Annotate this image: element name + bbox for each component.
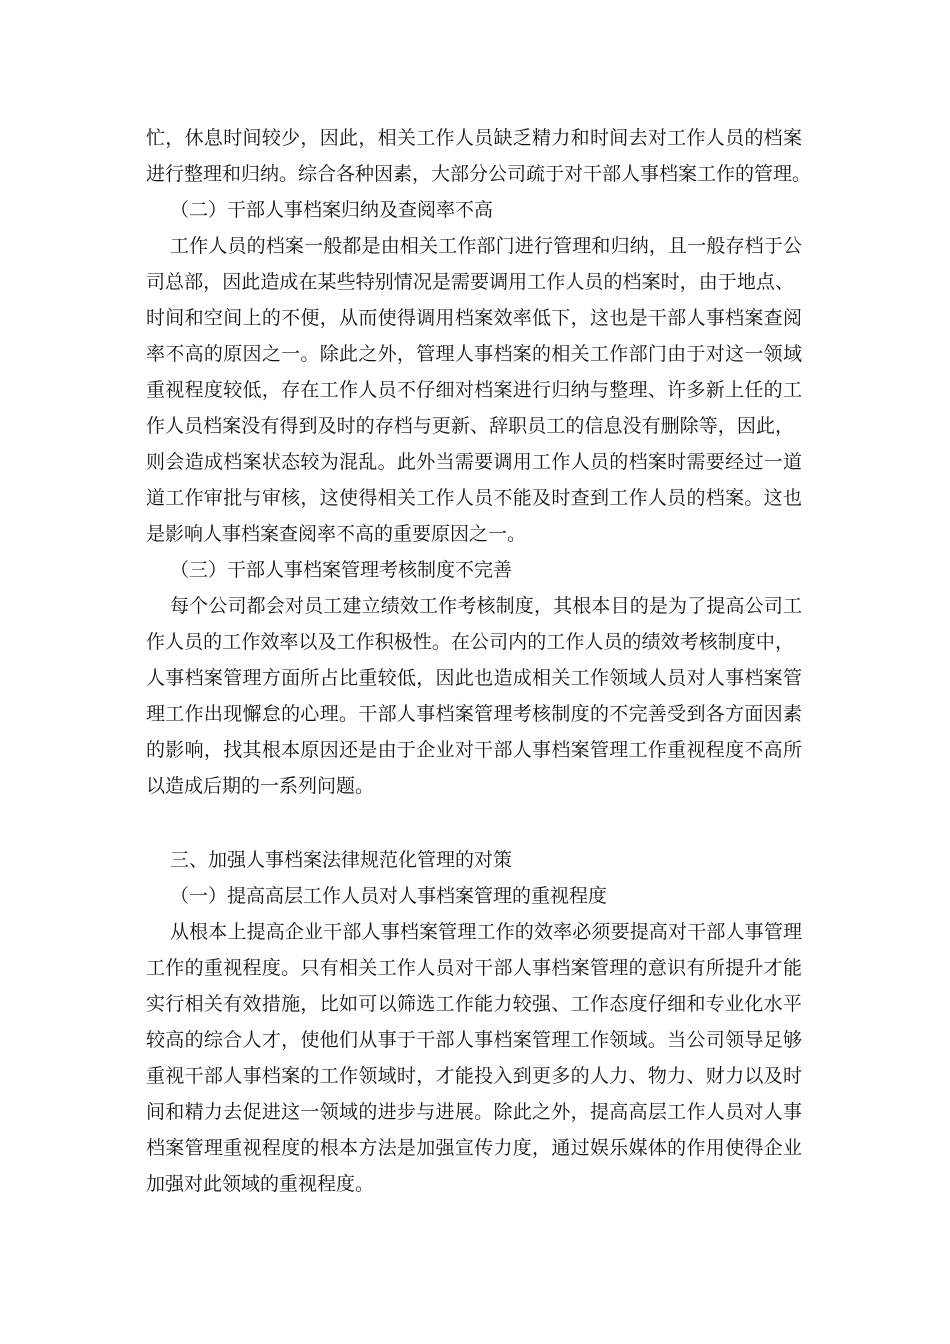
text-line: 忙，休息时间较少，因此，相关工作人员缺乏精力和时间去对工作人员的档案 [146,127,802,149]
text-line: 时间和空间上的不便，从而使得调用档案效率低下，这也是干部人事档案查阅 [146,307,802,329]
chapter-heading: 三、加强人事档案法律规范化管理的对策 [170,849,513,871]
section-heading: （三）干部人事档案管理考核制度不完善 [170,559,513,581]
text-line: 作人员档案没有得到及时的存档与更新、辞职员工的信息没有删除等，因此， [146,415,794,437]
text-line: 工作的重视程度。只有相关工作人员对干部人事档案管理的意识有所提升才能 [146,957,802,979]
section-heading: （一）提高高层工作人员对人事档案管理的重视程度 [170,885,608,907]
text-line: 档案管理重视程度的根本方法是加强宣传力度，通过娱乐媒体的作用使得企业 [146,1137,802,1159]
text-line: 人事档案管理方面所占比重较低，因此也造成相关工作领域人员对人事档案管 [146,667,802,689]
text-line: 较高的综合人才，使他们从事于干部人事档案管理工作领域。当公司领导足够 [146,1029,802,1051]
text-line: 每个公司都会对员工建立绩效工作考核制度，其根本目的是为了提高公司工 [170,595,802,617]
text-line: 工作人员的档案一般都是由相关工作部门进行管理和归纳，且一般存档于公 [170,235,802,257]
text-line: 间和精力去促进这一领域的进步与进展。除此之外，提高高层工作人员对人事 [146,1101,802,1123]
text-line: 进行整理和归纳。综合各种因素，大部分公司疏于对干部人事档案工作的管理。 [146,163,812,185]
section-heading: （二）干部人事档案归纳及查阅率不高 [170,199,494,221]
text-line: 重视程度较低，存在工作人员不仔细对档案进行归纳与整理、许多新上任的工 [146,379,802,401]
text-line: 道工作审批与审核，这使得相关工作人员不能及时查到工作人员的档案。这也 [146,487,802,509]
text-line: 从根本上提高企业干部人事档案管理工作的效率必须要提高对干部人事管理 [170,921,802,943]
text-line: 是影响人事档案查阅率不高的重要原因之一。 [146,523,527,545]
text-line: 作人员的工作效率以及工作积极性。在公司内的工作人员的绩效考核制度中， [146,631,794,653]
text-line: 实行相关有效措施，比如可以筛选工作能力较强、工作态度仔细和专业化水平 [146,993,802,1015]
text-line: 重视干部人事档案的工作领域时，才能投入到更多的人力、物力、财力以及时 [146,1065,802,1087]
text-line: 以造成后期的一系列问题。 [146,775,375,797]
text-line: 率不高的原因之一。除此之外，管理人事档案的相关工作部门由于对这一领域 [146,343,802,365]
text-line: 的影响，找其根本原因还是由于企业对干部人事档案管理工作重视程度不高所 [146,739,802,761]
text-line: 加强对此领域的重视程度。 [146,1173,375,1195]
text-line: 司总部，因此造成在某些特别情况是需要调用工作人员的档案时，由于地点、 [146,271,794,293]
text-line: 理工作出现懈怠的心理。干部人事档案管理考核制度的不完善受到各方面因素 [146,703,802,725]
text-line: 则会造成档案状态较为混乱。此外当需要调用工作人员的档案时需要经过一道 [146,451,802,473]
